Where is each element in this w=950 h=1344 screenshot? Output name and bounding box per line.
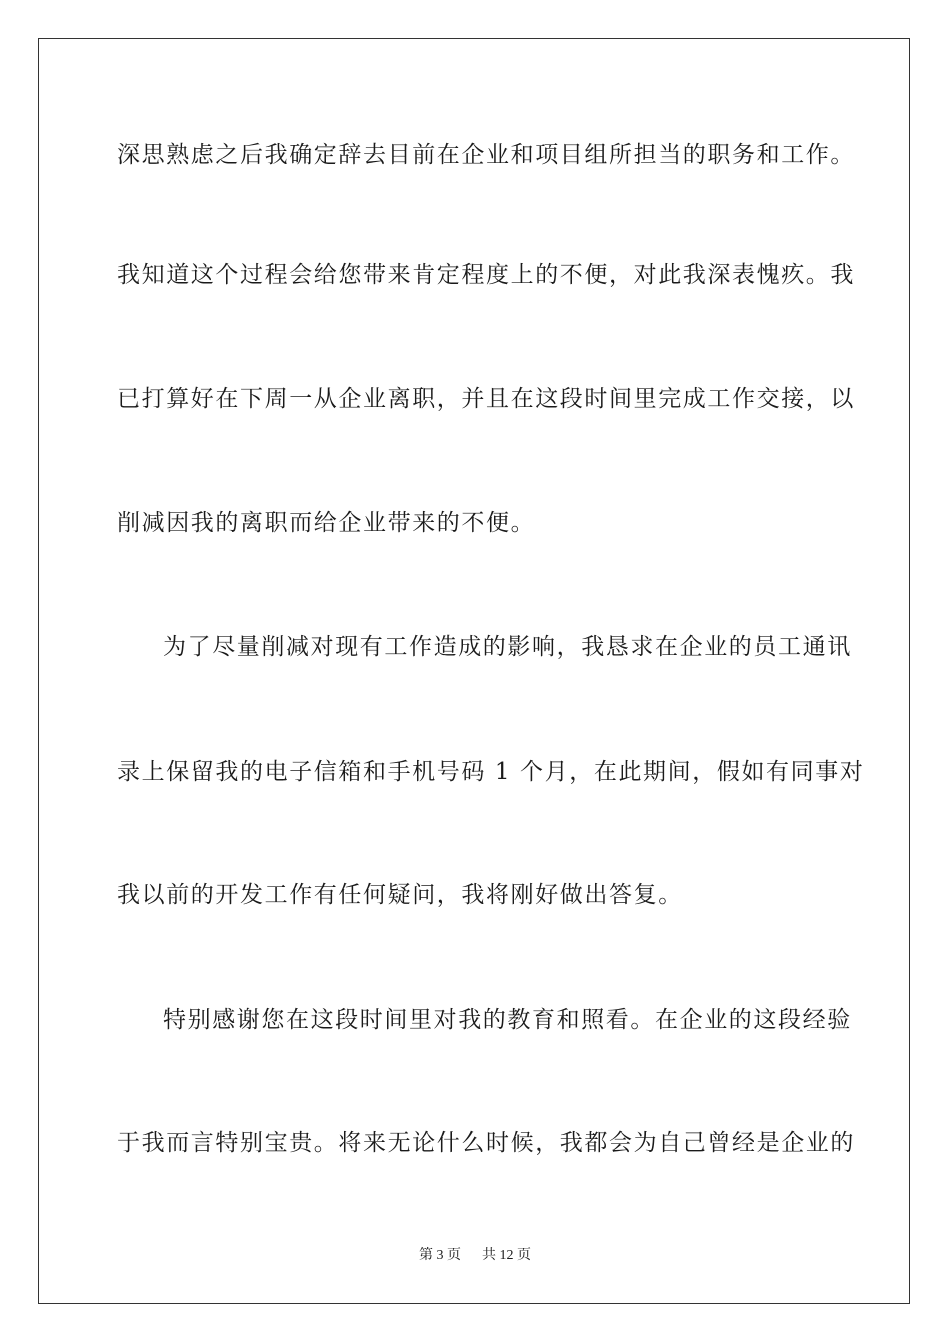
text-line: 我知道这个过程会给您带来肯定程度上的不便，对此我深表愧疚。我 (117, 262, 855, 288)
text-line: 已打算好在下周一从企业离职，并且在这段时间里完成工作交接，以 (117, 386, 855, 412)
text-line: 录上保留我的电子信箱和手机号码 1 个月，在此期间，假如有同事对 (117, 759, 865, 785)
text-line: 深思熟虑之后我确定辞去目前在企业和项目组所担当的职务和工作。 (117, 142, 855, 168)
page-number: 第 3 页 (419, 1248, 461, 1263)
page-border (38, 38, 910, 1304)
text-line: 我以前的开发工作有任何疑问，我将刚好做出答复。 (117, 882, 683, 908)
paragraph-start-line: 为了尽量削减对现有工作造成的影响，我恳求在企业的员工通讯 (163, 634, 852, 660)
page-footer (0, 1247, 950, 1265)
page-total: 共 12 页 (482, 1248, 531, 1263)
paragraph-start-line: 特别感谢您在这段时间里对我的教育和照看。在企业的这段经验 (163, 1007, 852, 1033)
text-line: 削减因我的离职而给企业带来的不便。 (117, 510, 536, 536)
text-line: 于我而言特别宝贵。将来无论什么时候，我都会为自己曾经是企业的 (117, 1130, 855, 1156)
